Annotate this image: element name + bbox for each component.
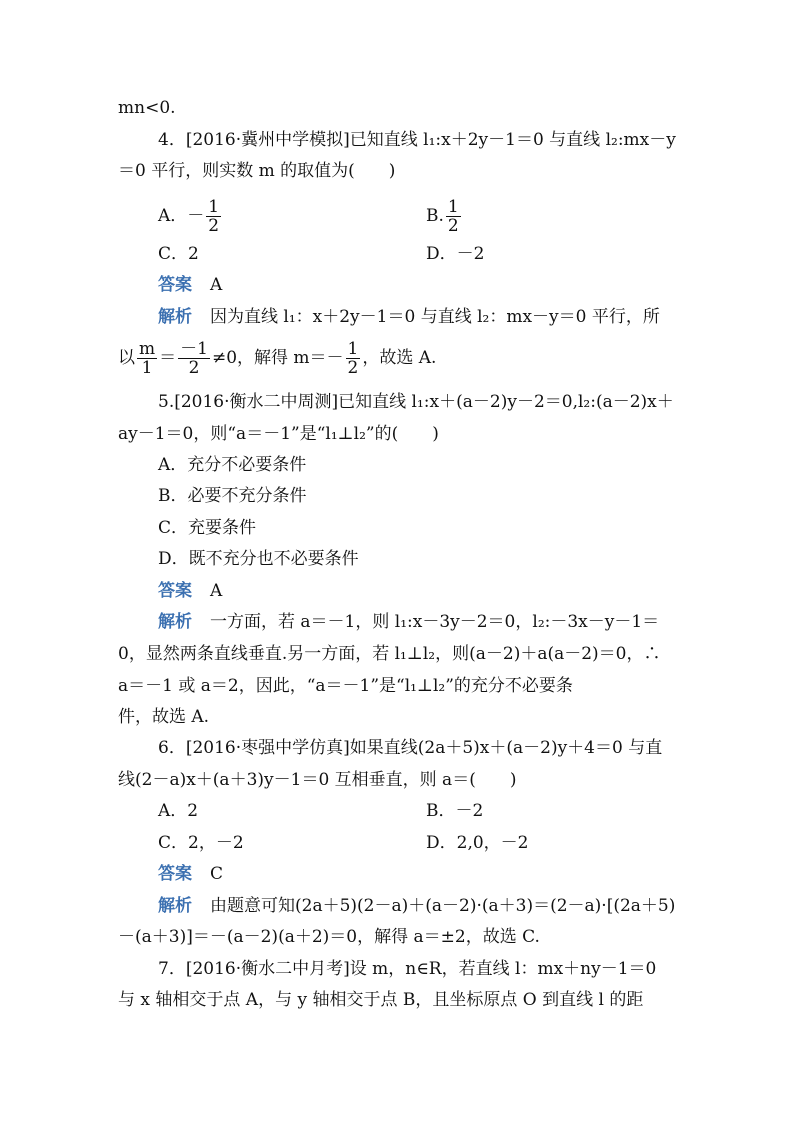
q4-option-d: D．－2 xyxy=(426,244,485,264)
fraction-numerator: －1 xyxy=(180,339,208,359)
question-5-stem-cont: ay－1＝0，则“a＝－1”是“l₁⊥l₂”的( ) xyxy=(118,424,439,444)
question-4-stem-cont: ＝0 平行，则实数 m 的取值为( ) xyxy=(118,161,396,181)
q4-explanation-formula xyxy=(118,338,436,378)
text-line: mn<0. xyxy=(118,98,176,118)
explanation-label: 解析 xyxy=(158,612,192,632)
q5-answer xyxy=(158,581,222,601)
q5-option-b: B．必要不充分条件 xyxy=(158,486,307,506)
q6-option-b: B．－2 xyxy=(426,801,484,821)
q4-option-b-fraction xyxy=(446,198,461,235)
q4-option-b-prefix: B. xyxy=(426,206,444,226)
q6-answer xyxy=(158,864,223,884)
fraction-denominator: 1 xyxy=(141,358,153,378)
question-6-stem-cont: 线(2－a)x＋(a＋3)y－1＝0 互相垂直，则 a＝( ) xyxy=(118,770,517,790)
explanation-text: 因为直线 l₁：x＋2y－1＝0 与直线 l₂：mx－y＝0 平行，所 xyxy=(210,307,660,327)
fraction xyxy=(137,340,157,377)
fraction-denominator: 2 xyxy=(208,216,220,236)
explanation-text: 一方面，若 a＝－1，则 l₁:x－3y－2＝0，l₂:－3x－y－1＝ xyxy=(210,612,660,632)
fraction xyxy=(346,340,361,377)
answer-value: A xyxy=(210,275,223,295)
q4-explanation xyxy=(158,307,660,327)
q4-option-a xyxy=(158,198,223,235)
fraction-denominator: 2 xyxy=(188,358,200,378)
answer-value: C xyxy=(210,864,224,884)
question-5-stem: 5.[2016·衡水二中周测]已知直线 l₁:x＋(a－2)y－2＝0,l₂:(a－2)x＋ xyxy=(158,392,674,412)
explanation-label: 解析 xyxy=(158,307,192,327)
q4-option-a-fraction xyxy=(206,198,221,235)
fraction-numerator: 1 xyxy=(347,339,359,359)
answer-value: A xyxy=(210,581,223,601)
q6-option-d: D．2,0，－2 xyxy=(426,833,529,853)
fraction-denominator: 2 xyxy=(347,358,359,378)
answer-label: 答案 xyxy=(158,864,192,884)
explanation-text: 由题意可知(2a＋5)(2－a)＋(a－2)·(a＋3)＝(2－a)·[(2a＋5) xyxy=(210,896,676,916)
q6-option-c: C．2，－2 xyxy=(158,833,244,853)
fraction xyxy=(178,340,210,377)
q6-explanation xyxy=(158,896,675,916)
q4-option-b xyxy=(426,198,463,235)
question-6-stem: 6．[2016·枣强中学仿真]如果直线(2a＋5)x＋(a－2)y＋4＝0 与直 xyxy=(158,738,663,758)
q4-option-a-prefix: A．－ xyxy=(158,206,205,226)
fraction-numerator: 1 xyxy=(447,197,459,217)
fraction-denominator: 2 xyxy=(447,216,459,236)
fraction-numerator: m xyxy=(139,339,156,359)
q6-option-a: A．2 xyxy=(158,801,199,821)
q5-explanation-cont: 件，故选 A. xyxy=(118,707,210,727)
question-4-stem: 4．[2016·冀州中学模拟]已知直线 l₁:x＋2y－1＝0 与直线 l₂:mx－y xyxy=(158,130,676,150)
fraction-numerator: 1 xyxy=(208,197,220,217)
formula-text: 以 xyxy=(118,348,135,368)
q5-explanation-cont: a＝－1 或 a＝2，因此，“a＝－1”是“l₁⊥l₂”的充分不必要条 xyxy=(118,676,573,696)
q5-option-d: D．既不充分也不必要条件 xyxy=(158,549,359,569)
answer-label: 答案 xyxy=(158,275,192,295)
q6-explanation-cont: －(a＋3)]＝－(a－2)(a＋2)＝0，解得 a＝±2，故选 C. xyxy=(118,927,540,947)
q4-answer xyxy=(158,275,222,295)
explanation-label: 解析 xyxy=(158,896,192,916)
question-7-stem-cont: 与 x 轴相交于点 A，与 y 轴相交于点 B，且坐标原点 O 到直线 l 的距 xyxy=(118,990,644,1010)
q5-option-c: C．充要条件 xyxy=(158,518,257,538)
formula-text: ≠0，解得 m＝－ xyxy=(211,348,344,368)
q4-option-c: C．2 xyxy=(158,244,199,264)
formula-text: ＝ xyxy=(159,348,177,368)
q5-explanation xyxy=(158,612,659,632)
answer-label: 答案 xyxy=(158,581,192,601)
formula-text: ，故选 A. xyxy=(362,348,437,368)
question-7-stem: 7．[2016·衡水二中月考]设 m，n∈R，若直线 l：mx＋ny－1＝0 xyxy=(158,959,657,979)
q5-explanation-cont: 0，显然两条直线垂直.另一方面，若 l₁⊥l₂，则(a－2)＋a(a－2)＝0，∴ xyxy=(118,644,661,664)
q5-option-a: A．充分不必要条件 xyxy=(158,455,307,475)
